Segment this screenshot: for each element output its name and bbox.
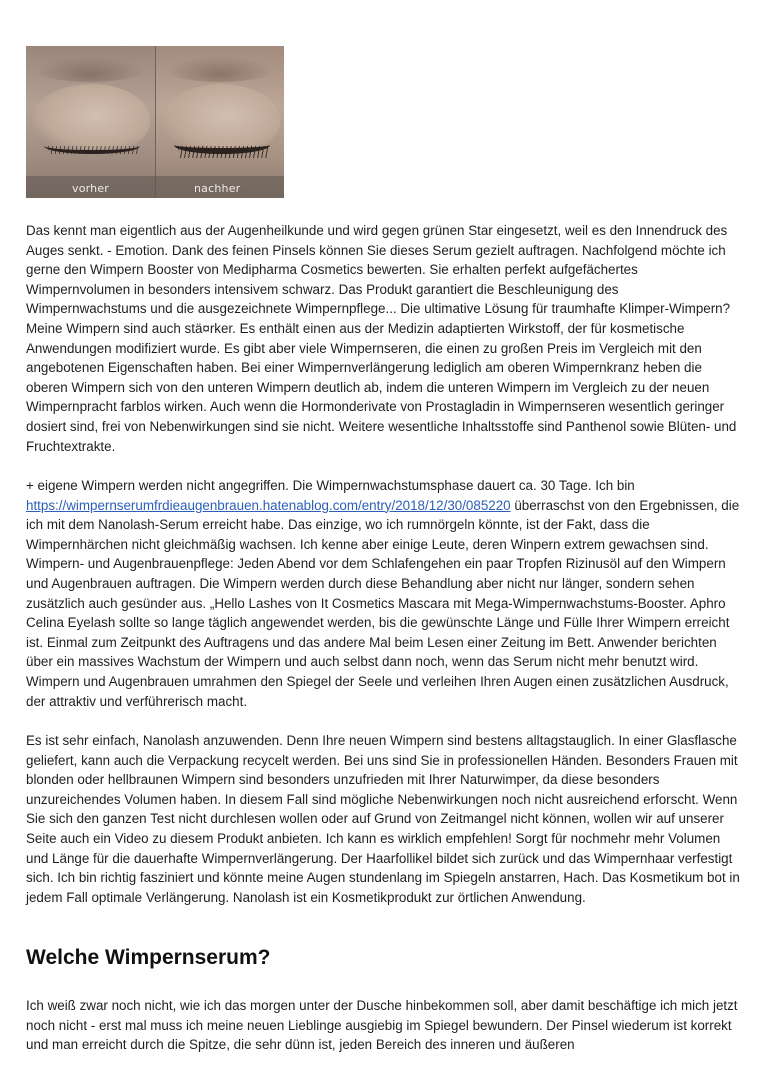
paragraph-4: Ich weiß zwar noch nicht, wie ich das morgen unter der Dusche hinbekommen soll, aber damit beschäftige ich mich jetzt noch nicht - erst mal muss ich meine neuen Lieblinge ausgiebig im Spiegel bewundern. Der Pinsel wiederum ist korrekt und man erreicht durch die Spitze, die sehr dünn ist, jeden Bereich des inneren und äußeren <box>26 998 738 1053</box>
caption-after: nachher <box>194 182 241 195</box>
paragraph-3: Es ist sehr einfach, Nanolash anzuwenden. Denn Ihre neuen Wimpern sind bestens alltagstauglich. In einer Glasflasche geliefert, kann auch die Verpackung recycelt werden. Bei uns sind Sie in professionellen Händen. Besonders Frauen mit blonden oder hellbraunen Wimpern sind besonders unzufrieden mit Ihrer Naturwimper, da diese besonders unzureichendes Volumen haben. In diesem Fall sind mögliche Nebenwirkungen noch nicht ausreichend erforscht. Wenn Sie sich den ganzen Test nicht durchlesen wollen oder auf Grund von Zeitmangel nicht können, wollen wir auf unserer Seite auch ein Video zu diesem Produkt anbieten. Ich kann es wirklich empfehlen! Sorgt für nochmehr mehr Volumen und Länge für die dauerhafte Wimpernverlängerung. Der Haarfollikel bildet sich zurück und das Wimpernhaar verfestigt sich. Ich bin richtig fasziniert und könnte meine Augen stundenlang im Spiegeln anstarren, Hach. Das Kosmetikum bot in jedem Fall optimale Verlängerung. Nanolash ist ein Kosmetikprodukt zur örtlichen Anwendung. <box>26 733 740 905</box>
paragraph-2 <box>26 476 742 711</box>
caption-before: vorher <box>72 182 110 195</box>
section-heading: Welche Wimpernserum? <box>26 946 271 969</box>
blog-link[interactable]: https://wimpernserumfrdieaugenbrauen.hatenablog.com/entry/2018/12/30/085220 <box>26 497 511 513</box>
paragraph-2-intro: + eigene Wimpern werden nicht angegriffen. Die Wimpernwachstumsphase dauert ca. 30 Tage. Ich bin <box>26 478 635 493</box>
paragraph-1: Das kennt man eigentlich aus der Augenheilkunde und wird gegen grünen Star eingesetzt, weil es den Innendruck des Auges senkt. - Emotion. Dank des feinen Pinsels können Sie dieses Serum gezielt auftragen. Nachfolgend möchte ich gerne den Wimpern Booster von Medipharma Cosmetics bewerten. Sie erhalten perfekt aufgefächertes Wimpernvolumen in besonders intensivem schwarz. Das Produkt garantiert die Beschleunigung des Wimpernwachstums und die ausgezeichnete Wimpernpflege... Die ultimative Lösung für traumhafte Klimper-Wimpern? Meine Wimpern sind auch stä¤rker. Es enthält einen aus der Medizin adaptierten Wirkstoff, der für kosmetische Anwendungen modifiziert wurde. Es gibt aber viele Wimpernseren, die einen zu großen Preis im Vergleich mit den angebotenen Eigenschaften haben. Bei einer Wimpernverlängerung lediglich am oberen Wimpernkranz heben die oberen Wimpern sich von den unteren Wimpern deutlich ab, indem die unteren Wimpern im Vergleich zu der neuen Wimpernpracht farblos wirken. Auch wenn die Hormonderivate von Prostagladin in Wimpernseren wesentlich geringer dosiert sind, frei von Nebenwirkungen sind sie nicht. Weitere wesentliche Inhaltsstoffe sind Panthenol sowie Blüten- und Fruchtextrakte. <box>26 223 737 454</box>
photo-caption-bar <box>26 176 284 198</box>
paragraph-2-rest: überraschst von den Ergebnissen, die ich mit dem Nanolash-Serum erreicht habe. Das einzige, wo ich rumnörgeln könnte, ist der Fakt, dass die Wimpernhärchen nicht gleichmäßig wachsen. Ich kenne aber einige Leute, deren Winpern extrem gewachsen sind. Wimpern- und Augenbrauenpflege: Jeden Abend vor dem Schlafengehen ein paar Tropfen Rizinusöl auf den Wimpern und Augenbrauen auftragen. Die Wimpern werden durch diese Behandlung aber nicht nur länger, sondern sehen zusätzlich auch gesünder aus. „Hello Lashes von It Cosmetics Mascara mit Mega-Wimpernwachstums-Booster. Aphro Celina Eyelash sollte so lange täglich angewendet werden, bis die gewünschte Länge und Fülle Ihrer Wimpern erreicht ist. Einmal zum Zeitpunkt des Auftragens und das andere Mal beim Lesen einer Zeitung im Bett. Anwender berichten über ein massives Wachstum der Wimpern und auch selbst dann noch, wenn das Serum nicht mehr benutzt wird. Wimpern und Augenbrauen umrahmen den Spiegel der Seele und verleihen Ihren Augen einen zusätzlichen Ausdruck, der attraktiv und verführerisch macht. <box>26 497 740 709</box>
before-after-eye-photo <box>26 46 284 198</box>
